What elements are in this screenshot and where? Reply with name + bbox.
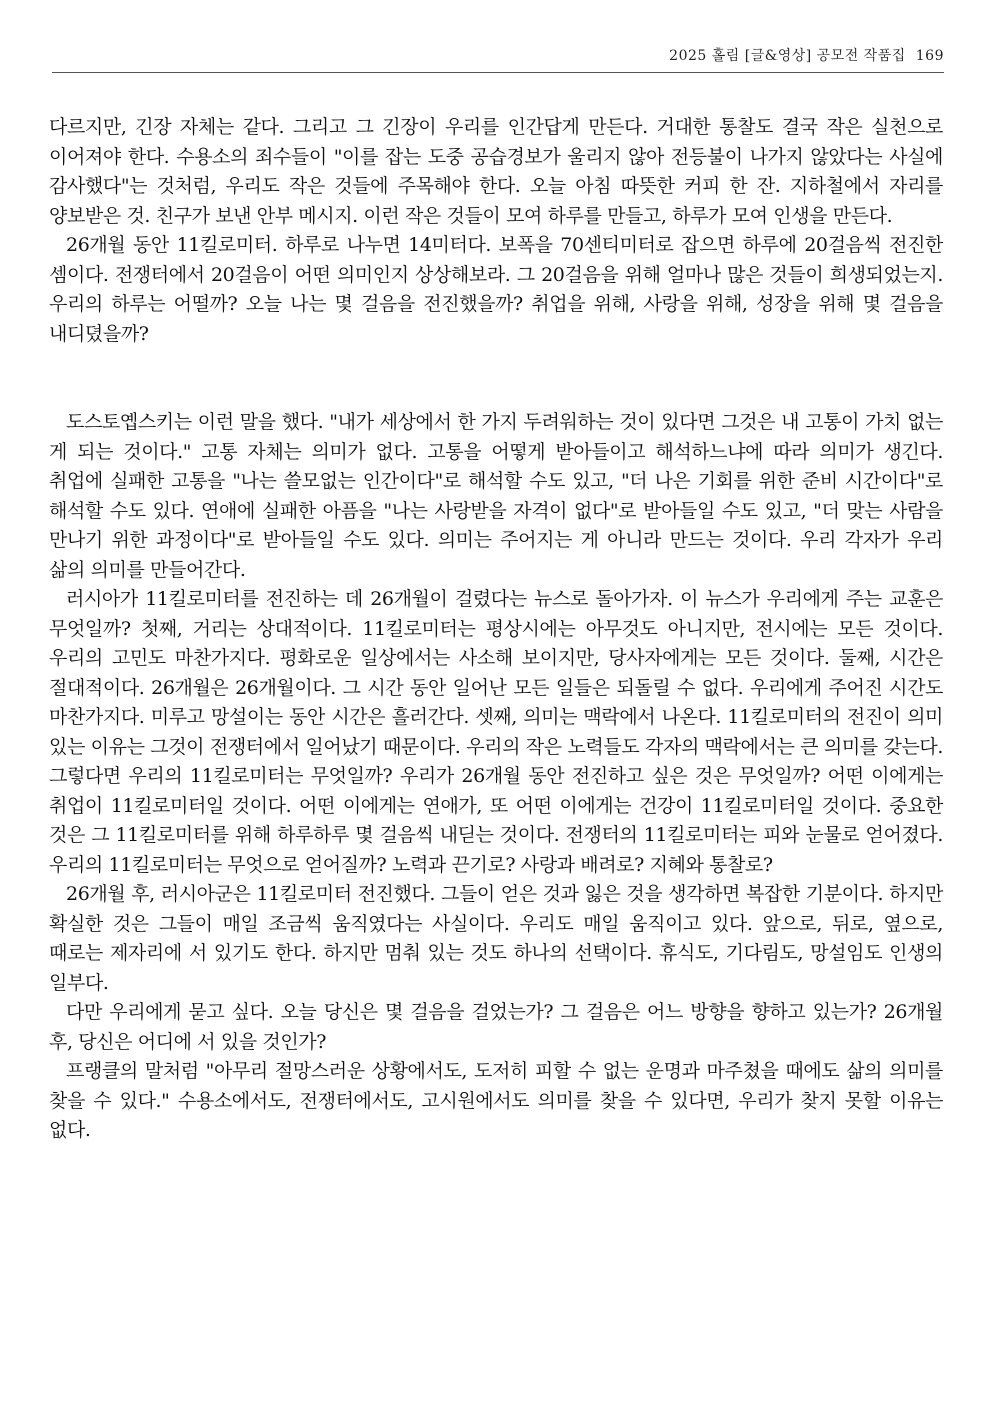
paragraph: 다르지만, 긴장 자체는 같다. 그리고 그 긴장이 우리를 인간답게 만든다. 거대한 통찰도 결국 작은 실천으로 이어져야 한다. 수용소의 죄수들이 "이를 잡는 도중 공습경보가 울리지 않아 전등불이 나가지 않았다는 사실에 감사했다"는 것처럼, 우리도 작은 것들에 주목해야 한다. 오늘 아침 따뜻한 커피 한 잔. 지하철에서 자리를 양보받은 것. 친구가 보낸 안부 메시지. 이런 작은 것들이 모여 하루를 만들고, 하루가 모여 인생을 만든다. <box>49 116 943 227</box>
paragraph: 26개월 동안 11킬로미터. 하루로 나누면 14미터다. 보폭을 70센티미터로 잡으면 하루에 20걸음씩 전진한 셈이다. 전쟁터에서 20걸음이 어떤 의미인지 상상해보라. 그 20걸음을 위해 얼마나 많은 것들이 희생되었는지. 우리의 하루는 어떨까? 오늘 나는 몇 걸음을 전진했을까? 취업을 위해, 사랑을 위해, 성장을 위해 몇 걸음을 내디뎠을까? <box>49 234 943 345</box>
paragraph: 도스토옙스키는 이런 말을 했다. "내가 세상에서 한 가지 두려워하는 것이 있다면 그것은 내 고통이 가치 없는 게 되는 것이다." 고통 자체는 의미가 없다. 고통을 어떻게 받아들이고 해석하느냐에 따라 의미가 생긴다. 취업에 실패한 고통을 "나는 쓸모없는 인간이다"로 해석할 수도 있고, "더 나은 기회를 위한 준비 시간이다"로 해석할 수도 있다. 연애에 실패한 아픔을 "나는 사랑받을 자격이 없다"로 받아들일 수도 있고, "더 맞는 사람을 만나기 위한 과정이다"로 받아들일 수도 있다. 의미는 주어지는 게 아니라 만드는 것이다. 우리 각자가 우리 삶의 의미를 만들어간다. <box>49 411 943 581</box>
paragraph: 프랭클의 말처럼 "아무리 절망스러운 상황에서도, 도저히 피할 수 없는 운명과 마주쳤을 때에도 삶의 의미를 찾을 수 있다." 수용소에서도, 전쟁터에서도, 고시원에서도 의미를 찾을 수 있다면, 우리가 찾지 못할 이유는 없다. <box>49 1060 943 1141</box>
running-header <box>52 40 944 73</box>
paragraph: 러시아가 11킬로미터를 전진하는 데 26개월이 걸렸다는 뉴스로 돌아가자. 이 뉴스가 우리에게 주는 교훈은 무엇일까? 첫째, 거리는 상대적이다. 11킬로미터는 평상시에는 아무것도 아니지만, 전시에는 모든 것이다. 우리의 고민도 마찬가지다. 평화로운 일상에서는 사소해 보이지만, 당사자에게는 모든 것이다. 둘째, 시간은 절대적이다. 26개월은 26개월이다. 그 시간 동안 일어난 모든 일들은 되돌릴 수 없다. 우리에게 주어진 시간도 마찬가지다. 미루고 망설이는 동안 시간은 흘러간다. 셋째, 의미는 맥락에서 나온다. 11킬로미터의 전진이 의미 있는 이유는 그것이 전쟁터에서 일어났기 때문이다. 우리의 작은 노력들도 각자의 맥락에서는 큰 의미를 갖는다. 그렇다면 우리의 11킬로미터는 무엇일까? 우리가 26개월 동안 전진하고 싶은 것은 무엇일까? 어떤 이에게는 취업이 11킬로미터일 것이다. 어떤 이에게는 연애가, 또 어떤 이에게는 건강이 11킬로미터일 것이다. 중요한 것은 그 11킬로미터를 위해 하루하루 몇 걸음씩 내딛는 것이다. 전쟁터의 11킬로미터는 피와 눈물로 얻어졌다. 우리의 11킬로미터는 무엇으로 얻어질까? 노력과 끈기로? 사랑과 배려로? 지혜와 통찰로? <box>49 588 943 876</box>
paragraph-gap <box>49 349 943 408</box>
publication-title: 2025 홀림 [글&영상] 공모전 작품집 <box>669 48 906 64</box>
paragraph: 26개월 후, 러시아군은 11킬로미터 전진했다. 그들이 얻은 것과 잃은 것을 생각하면 복잡한 기분이다. 하지만 확실한 것은 그들이 매일 조금씩 움직였다는 사실이다. 우리도 매일 움직이고 있다. 앞으로, 뒤로, 옆으로, 때로는 제자리에 서 있기도 한다. 하지만 멈춰 있는 것도 하나의 선택이다. 휴식도, 기다림도, 망설임도 인생의 일부다. <box>49 883 943 994</box>
body-text <box>49 113 943 1146</box>
paragraph: 다만 우리에게 묻고 싶다. 오늘 당신은 몇 걸음을 걸었는가? 그 걸음은 어느 방향을 향하고 있는가? 26개월 후, 당신은 어디에 서 있을 것인가? <box>49 1001 943 1053</box>
page-number: 169 <box>915 48 944 64</box>
